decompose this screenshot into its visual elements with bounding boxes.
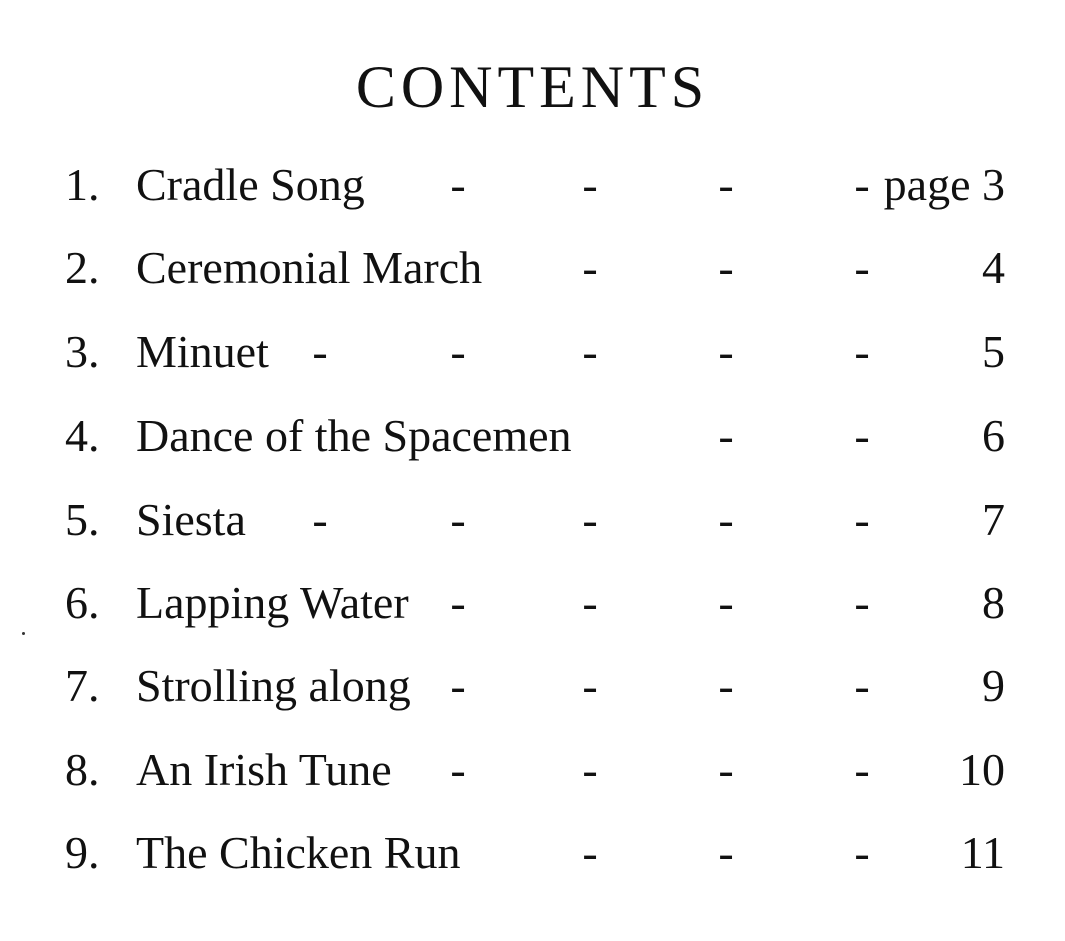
leader-dash: - <box>854 660 870 711</box>
toc-entry-1 <box>0 155 1065 215</box>
entry-page: 4 <box>982 242 1005 293</box>
entry-page: 6 <box>982 410 1005 461</box>
leader-dash: - <box>582 326 598 377</box>
entry-page: 9 <box>982 660 1005 711</box>
toc-entry-5 <box>0 490 1065 550</box>
leader-dash: - <box>450 326 466 377</box>
leader-dash: - <box>718 494 734 545</box>
leader-dash: - <box>312 326 328 377</box>
leader-dash: - <box>718 326 734 377</box>
leader-dash: - <box>854 827 870 878</box>
leader-dash: - <box>718 827 734 878</box>
entry-page: 11 <box>960 827 1005 878</box>
leader-dash: - <box>718 159 734 210</box>
leader-dash: - <box>582 159 598 210</box>
leader-dash: - <box>450 159 466 210</box>
entry-page: 5 <box>982 326 1005 377</box>
leader-dash: - <box>312 494 328 545</box>
leader-dash: - <box>582 577 598 628</box>
leader-dash: - <box>718 410 734 461</box>
entry-page: 10 <box>959 744 1005 795</box>
entry-title: Siesta <box>136 494 246 545</box>
toc-entry-2 <box>0 238 1065 298</box>
leader-dash: - <box>582 494 598 545</box>
leader-dash: - <box>450 660 466 711</box>
leader-dash: - <box>854 242 870 293</box>
entry-title: Minuet <box>136 326 269 377</box>
leader-dash: - <box>450 744 466 795</box>
leader-dash: - <box>718 660 734 711</box>
entry-title: Ceremonial March <box>136 242 483 293</box>
entry-number: 5. <box>65 494 100 545</box>
page-title: CONTENTS <box>355 54 710 120</box>
entry-number: 8. <box>65 744 100 795</box>
leader-dash: - <box>582 827 598 878</box>
print-speck <box>22 632 25 635</box>
leader-dash: - <box>582 744 598 795</box>
toc-entry-8 <box>0 740 1065 800</box>
toc-entry-3 <box>0 322 1065 382</box>
toc-entry-7 <box>0 656 1065 716</box>
entry-page: 8 <box>982 577 1005 628</box>
entry-number: 2. <box>65 242 100 293</box>
entry-title: Strolling along <box>136 660 411 711</box>
entry-number: 6. <box>65 577 100 628</box>
entry-number: 7. <box>65 660 100 711</box>
toc-entry-6 <box>0 573 1065 633</box>
toc-entry-9 <box>0 823 1065 883</box>
entry-number: 1. <box>65 159 100 210</box>
leader-dash: - <box>854 326 870 377</box>
leader-dash: - <box>450 494 466 545</box>
leader-dash: - <box>718 577 734 628</box>
leader-dash: - <box>582 660 598 711</box>
leader-dash: - <box>854 494 870 545</box>
entry-page: page 3 <box>883 159 1005 210</box>
leader-dash: - <box>718 242 734 293</box>
leader-dash: - <box>854 744 870 795</box>
entry-number: 4. <box>65 410 100 461</box>
entry-title: An Irish Tune <box>136 744 392 795</box>
leader-dash: - <box>450 577 466 628</box>
entry-title: Dance of the Spacemen <box>136 410 572 461</box>
entry-title: Cradle Song <box>136 159 365 210</box>
leader-dash: - <box>854 159 870 210</box>
entry-title: Lapping Water <box>136 577 409 628</box>
toc-entry-4 <box>0 406 1065 466</box>
leader-dash: - <box>854 410 870 461</box>
leader-dash: - <box>854 577 870 628</box>
entry-number: 3. <box>65 326 100 377</box>
entry-number: 9. <box>65 827 100 878</box>
entry-page: 7 <box>982 494 1005 545</box>
leader-dash: - <box>582 242 598 293</box>
entry-title: The Chicken Run <box>136 827 461 878</box>
leader-dash: - <box>718 744 734 795</box>
